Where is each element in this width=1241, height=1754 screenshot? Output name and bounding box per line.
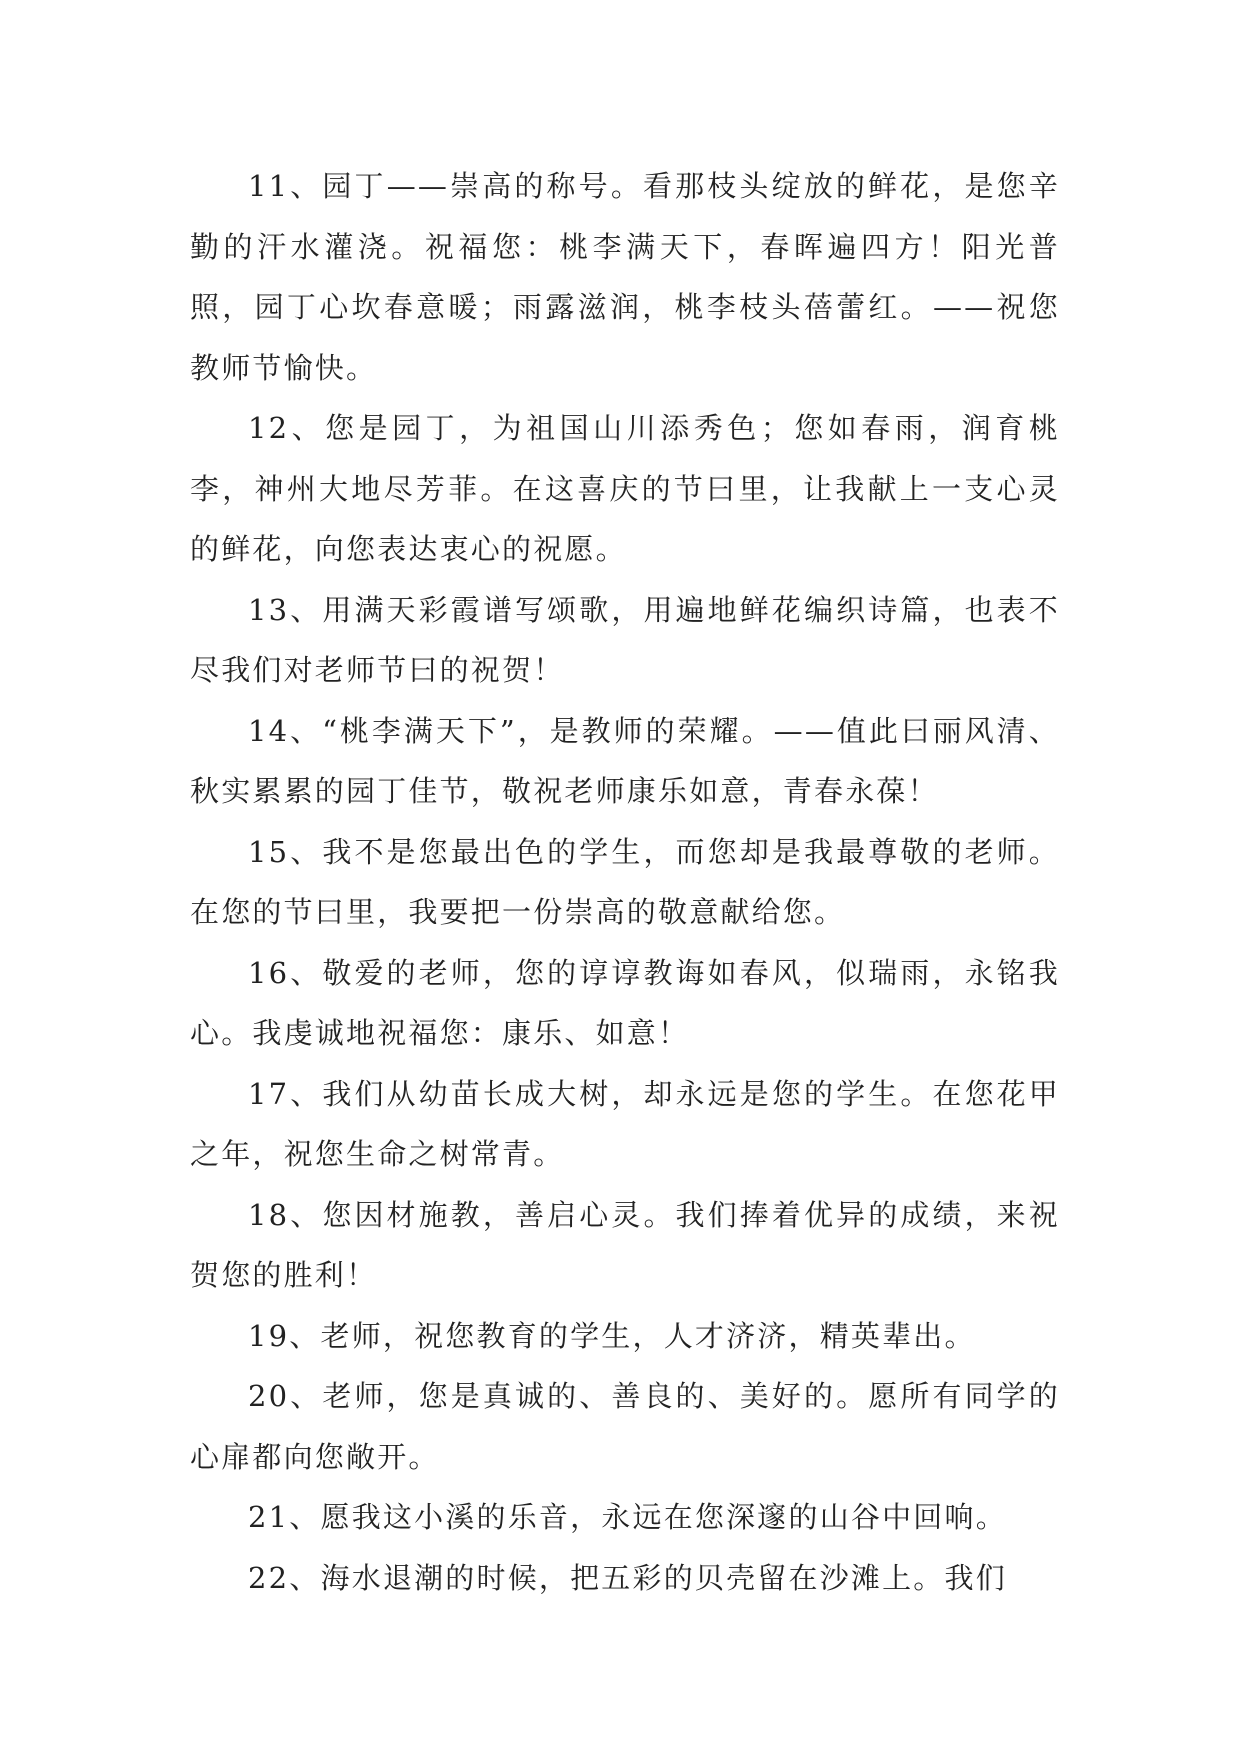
paragraph-11: 11、园丁——崇高的称号。看那枝头绽放的鲜花，是您辛勤的汗水灌浇。祝福您：桃李满天下，春晖遍四方！阳光普照，园丁心坎春意暖；雨露滋润，桃李枝头蓓蕾红。——祝您教师节愉快。 xyxy=(190,169,1060,385)
paragraph-16: 16、敬爱的老师，您的谆谆教诲如春风，似瑞雨，永铭我心。我虔诚地祝福您：康乐、如意！ xyxy=(190,955,1060,1050)
paragraph-14: 14、“桃李满天下”，是教师的荣耀。——值此曰丽风清、秋实累累的园丁佳节，敬祝老师康乐如意，青春永葆！ xyxy=(190,713,1060,808)
paragraph-15: 15、我不是您最出色的学生，而您却是我最尊敬的老师。在您的节曰里，我要把一份崇高的敬意献给您。 xyxy=(190,834,1060,929)
paragraph-19: 19、老师，祝您教育的学生，人才济济，精英辈出。 xyxy=(248,1318,976,1353)
paragraph-21: 21、愿我这小溪的乐音，永远在您深邃的山谷中回响。 xyxy=(248,1500,1007,1534)
paragraph-20: 20、老师，您是真诚的、善良的、美好的。愿所有同学的心扉都向您敞开。 xyxy=(190,1379,1060,1474)
paragraph-18: 18、您因材施教，善启心灵。我们捧着优异的成绩，来祝贺您的胜利！ xyxy=(190,1197,1060,1292)
document-body xyxy=(190,156,1060,1608)
paragraph-22: 22、海水退潮的时候，把五彩的贝壳留在沙滩上。我们 xyxy=(248,1560,1007,1595)
paragraph-12: 12、您是园丁，为祖国山川添秀色；您如春雨，润育桃李，神州大地尽芳菲。在这喜庆的节曰里，让我献上一支心灵的鲜花，向您表达衷心的祝愿。 xyxy=(190,411,1060,566)
paragraph-13: 13、用满天彩霞谱写颂歌，用遍地鲜花编织诗篇，也表不尽我们对老师节曰的祝贺！ xyxy=(190,592,1060,687)
paragraph-17: 17、我们从幼苗长成大树，却永远是您的学生。在您花甲之年，祝您生命之树常青。 xyxy=(190,1076,1060,1171)
